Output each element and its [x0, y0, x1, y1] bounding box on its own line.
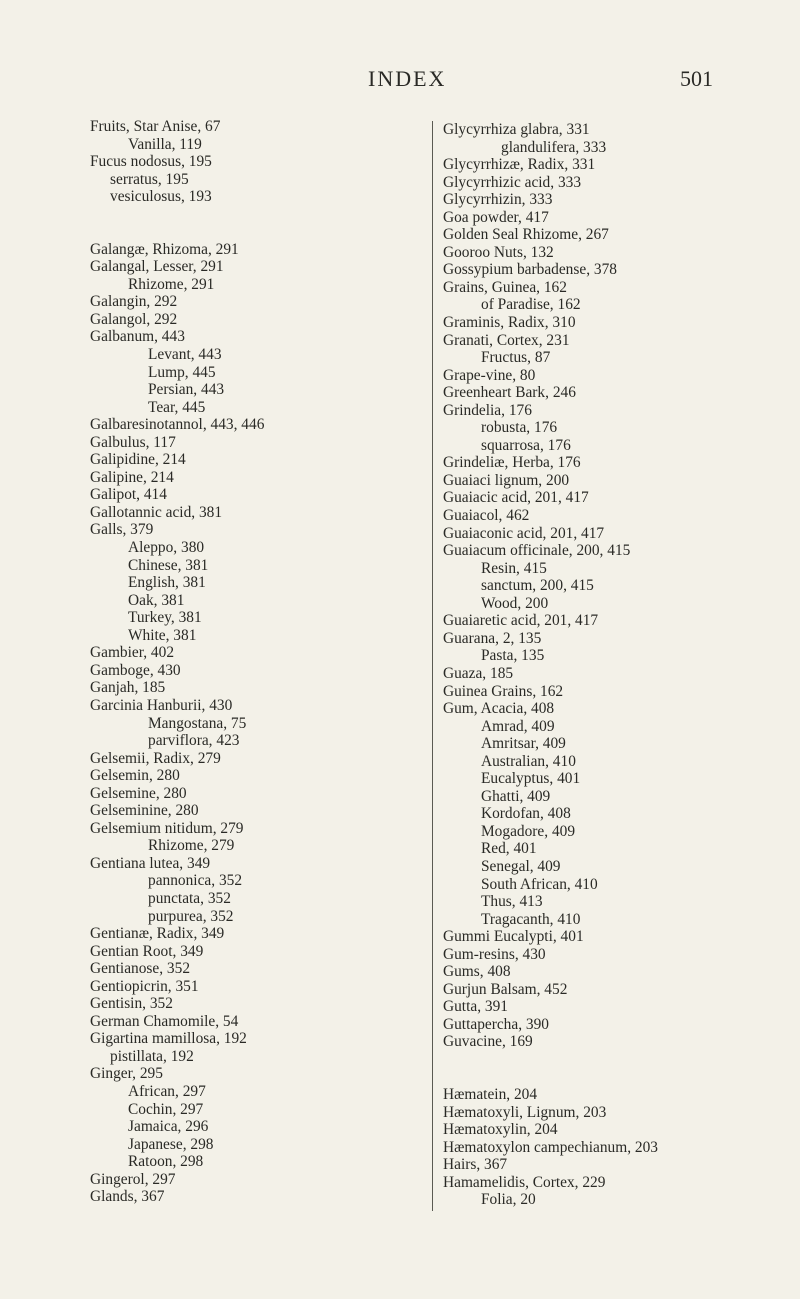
- index-subentry: Australian, 410: [481, 752, 576, 770]
- index-subentry: of Paradise, 162: [481, 296, 581, 314]
- running-head: INDEX: [368, 66, 447, 91]
- index-subentry: pistillata, 192: [110, 1047, 194, 1065]
- section-gap: [443, 1051, 800, 1086]
- index-entry: Guaiaci lignum, 200: [443, 471, 570, 489]
- index-entry: Galangol, 292: [90, 310, 178, 328]
- index-entry: Gentiopicrin, 351: [90, 977, 199, 995]
- index-entry: Gelseminine, 280: [90, 802, 199, 820]
- index-subentry: Red, 401: [481, 840, 537, 858]
- index-entry: Glycyrrhizin, 333: [443, 191, 553, 209]
- index-subentry: purpurea, 352: [148, 907, 234, 925]
- index-entry: Gigartina mamillosa, 192: [90, 1030, 247, 1048]
- index-subentry: Ghatti, 409: [481, 787, 551, 805]
- index-entry: Gelsemii, Radix, 279: [90, 749, 221, 767]
- index-subentry: Persian, 443: [148, 381, 225, 399]
- index-subentry: Folia, 20: [481, 1191, 536, 1209]
- index-entry: Galangæ, Rhizoma, 291: [90, 240, 239, 258]
- index-entry: Galbulus, 117: [90, 433, 176, 451]
- index-entry: Guaza, 185: [443, 664, 514, 682]
- index-entry: Gutta, 391: [443, 998, 508, 1016]
- index-entry: German Chamomile, 54: [90, 1012, 239, 1030]
- index-entry: Grape-vine, 80: [443, 366, 536, 384]
- index-entry: Guvacine, 169: [443, 1033, 533, 1051]
- index-subentry: White, 381: [128, 626, 197, 644]
- index-subentry: Thus, 413: [481, 893, 543, 911]
- index-subentry: parviflora, 423: [148, 732, 240, 750]
- index-entry: Gum, Acacia, 408: [443, 700, 555, 718]
- index-entry: Hæmatoxylin, 204: [443, 1121, 558, 1139]
- index-entry: Golden Seal Rhizome, 267: [443, 226, 609, 244]
- index-entry: Gummi Eucalypti, 401: [443, 928, 584, 946]
- index-entry: Gentianose, 352: [90, 960, 191, 978]
- index-subentry: Cochin, 297: [128, 1100, 204, 1118]
- index-entry: Glycyrrhizic acid, 333: [443, 173, 582, 191]
- index-entry: Gingerol, 297: [90, 1170, 176, 1188]
- index-subentry: Tragacanth, 410: [481, 910, 581, 928]
- index-entry: Guaiacol, 462: [443, 507, 530, 525]
- index-subentry: Eucalyptus, 401: [481, 770, 581, 788]
- index-entry: Gums, 408: [443, 963, 511, 981]
- index-subentry: Amritsar, 409: [481, 735, 566, 753]
- index-subentry: pannonica, 352: [148, 872, 243, 890]
- index-subentry: Aleppo, 380: [128, 539, 205, 557]
- index-entry: Ginger, 295: [90, 1065, 163, 1083]
- index-entry: Gurjun Balsam, 452: [443, 980, 568, 998]
- index-entry: Hæmatoxyli, Lignum, 203: [443, 1103, 607, 1121]
- index-entry: Gamboge, 430: [90, 661, 181, 679]
- index-entry: Hæmatoxylon campechianum, 203: [443, 1138, 658, 1156]
- index-entry: Hæmatein, 204: [443, 1085, 538, 1103]
- index-entry: Graminis, Radix, 310: [443, 314, 576, 332]
- index-entry: Gentisin, 352: [90, 995, 173, 1013]
- index-entry: Greenheart Bark, 246: [443, 384, 576, 402]
- index-subentry: robusta, 176: [481, 419, 558, 437]
- index-entry: Gelsemin, 280: [90, 767, 180, 785]
- index-entry: Ganjah, 185: [90, 679, 166, 697]
- index-subentry: sanctum, 200, 415: [481, 577, 594, 595]
- index-entry: Guaiacum officinale, 200, 415: [443, 542, 631, 560]
- index-subentry: Mangostana, 75: [148, 714, 247, 732]
- index-subentry: squarrosa, 176: [481, 436, 571, 454]
- section-gap: [90, 206, 420, 241]
- index-entry: Guttapercha, 390: [443, 1015, 549, 1033]
- index-entry: Guinea Grains, 162: [443, 682, 564, 700]
- index-entry: Fruits, Star Anise, 67: [90, 118, 221, 135]
- index-entry: Gooroo Nuts, 132: [443, 243, 554, 261]
- index-subentry: Jamaica, 296: [128, 1118, 209, 1136]
- index-entry: Granati, Cortex, 231: [443, 331, 570, 349]
- index-entry: Galipidine, 214: [90, 451, 186, 469]
- index-subentry: Senegal, 409: [481, 857, 561, 875]
- index-entry: Goa powder, 417: [443, 208, 549, 226]
- index-subentry: Tear, 445: [148, 398, 206, 416]
- index-entry: Hairs, 367: [443, 1156, 508, 1174]
- index-entry: Gentiana lutea, 349: [90, 854, 211, 872]
- index-entry: Galangal, Lesser, 291: [90, 258, 224, 276]
- index-subentry: African, 297: [128, 1082, 206, 1100]
- page-number: 501: [680, 66, 713, 91]
- index-subentry: glandulifera, 333: [501, 138, 607, 156]
- index-entry: Guarana, 2, 135: [443, 629, 542, 647]
- index-entry: Galangin, 292: [90, 293, 178, 311]
- index-subentry: Rhizome, 279: [148, 837, 235, 855]
- index-entry: Gentian Root, 349: [90, 942, 204, 960]
- index-subentry: Turkey, 381: [128, 609, 202, 627]
- index-entry: Gum-resins, 430: [443, 945, 546, 963]
- index-entry: Gossypium barbadense, 378: [443, 261, 617, 279]
- index-entry: Grindeliæ, Herba, 176: [443, 454, 581, 472]
- index-entry: Glycyrrhiza glabra, 331: [443, 121, 590, 138]
- index-entry: Galbaresinotannol, 443, 446: [90, 416, 265, 434]
- index-subentry: vesiculosus, 193: [110, 188, 212, 206]
- index-subentry: Vanilla, 119: [128, 135, 202, 153]
- index-subentry: Pasta, 135: [481, 647, 545, 665]
- index-entry: Guaiaretic acid, 201, 417: [443, 612, 599, 630]
- index-entry: Galls, 379: [90, 521, 154, 539]
- index-entry: Galipot, 414: [90, 486, 167, 504]
- index-subentry: Kordofan, 408: [481, 805, 571, 823]
- index-subentry: Resin, 415: [481, 559, 547, 577]
- index-entry: Hamamelidis, Cortex, 229: [443, 1173, 606, 1191]
- index-entry: Galipine, 214: [90, 468, 174, 486]
- index-subentry: English, 381: [128, 574, 206, 592]
- index-entry: Garcinia Hanburii, 430: [90, 696, 233, 714]
- index-entry: Fucus nodosus, 195: [90, 153, 212, 171]
- index-subentry: Ratoon, 298: [128, 1153, 204, 1171]
- index-entry: Glands, 367: [90, 1188, 165, 1206]
- index-subentry: Lump, 445: [148, 363, 216, 381]
- index-subentry: Amrad, 409: [481, 717, 555, 735]
- index-entry: Gallotannic acid, 381: [90, 503, 223, 521]
- index-entry: Glycyrrhizæ, Radix, 331: [443, 156, 596, 174]
- index-subentry: serratus, 195: [110, 170, 189, 188]
- index-subentry: Chinese, 381: [128, 556, 209, 574]
- index-subentry: Wood, 200: [481, 594, 549, 612]
- index-subentry: South African, 410: [481, 875, 598, 893]
- index-subentry: Japanese, 298: [128, 1135, 214, 1153]
- index-subentry: Oak, 381: [128, 591, 185, 609]
- index-column-left: [90, 118, 420, 1206]
- index-entry: Gelsemium nitidum, 279: [90, 819, 244, 837]
- index-entry: Guaiacic acid, 201, 417: [443, 489, 589, 507]
- index-entry: Galbanum, 443: [90, 328, 185, 346]
- index-entry: Gambier, 402: [90, 644, 175, 662]
- index-column-right: [432, 121, 800, 1211]
- index-subentry: punctata, 352: [148, 889, 231, 907]
- index-entry: Grains, Guinea, 162: [443, 278, 567, 296]
- index-subentry: Levant, 443: [148, 346, 222, 364]
- index-entry: Guaiaconic acid, 201, 417: [443, 524, 605, 542]
- index-entry: Gentianæ, Radix, 349: [90, 925, 225, 943]
- index-subentry: Rhizome, 291: [128, 275, 215, 293]
- index-entry: Grindelia, 176: [443, 401, 532, 419]
- index-entry: Gelsemine, 280: [90, 784, 187, 802]
- page-header: [0, 66, 800, 100]
- index-subentry: Fructus, 87: [481, 349, 551, 367]
- index-subentry: Mogadore, 409: [481, 822, 576, 840]
